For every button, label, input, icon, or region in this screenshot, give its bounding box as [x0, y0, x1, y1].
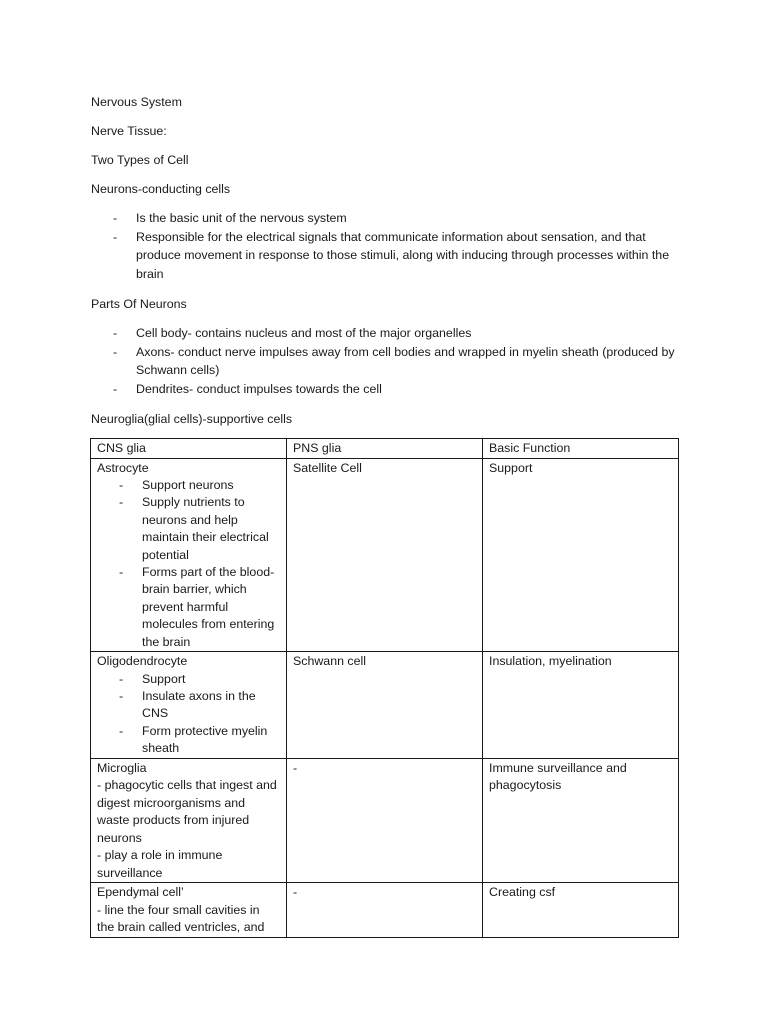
glia-table: [90, 438, 679, 938]
cns-cell: [91, 458, 287, 652]
function-cell: Insulation, myelination: [483, 652, 679, 759]
header-pns-glia: PNS glia: [287, 439, 483, 459]
parts-bullet-list: [91, 324, 691, 398]
pns-cell: -: [287, 883, 483, 938]
pns-cell: Schwann cell: [287, 652, 483, 759]
cns-title: Astrocyte: [97, 460, 149, 475]
pns-cell: Satellite Cell: [287, 458, 483, 652]
cns-cell: [91, 652, 287, 759]
neuroglia-heading: Neuroglia(glial cells)-supportive cells: [91, 412, 293, 426]
table-row: [91, 883, 679, 938]
list-item: - Is the basic unit of the nervous system: [113, 211, 347, 225]
pns-cell: -: [287, 758, 483, 883]
list-item: - Dendrites- conduct impulses towards the cell: [113, 381, 382, 396]
list-item: - Supply nutrients to neurons and help maintain their electrical potential: [119, 495, 269, 562]
function-cell: Immune surveillance and phagocytosis: [483, 758, 679, 883]
two-types-heading: Two Types of Cell: [91, 153, 189, 167]
list-item: - Axons- conduct nerve impulses away from cell bodies and wrapped in myelin sheath (produced by Schwann cells): [113, 344, 675, 377]
cns-title: Microglia: [97, 760, 147, 775]
page-title: Nervous System: [91, 95, 182, 109]
cns-title: Ependymal cell’: [97, 885, 184, 900]
cns-cell: [91, 883, 287, 938]
table-row: [91, 458, 679, 652]
list-item: - Support neurons: [119, 478, 234, 492]
function-cell: Support: [483, 458, 679, 652]
cns-item-list: [97, 671, 280, 758]
neurons-heading: Neurons-conducting cells: [91, 182, 231, 196]
function-cell: Creating csf: [483, 883, 679, 938]
table-row: [91, 758, 679, 883]
cns-title: Oligodendrocyte: [97, 654, 188, 669]
list-item: - Responsible for the electrical signals that communicate information about sensation, and that produce movement in response to those stimuli, along with inducing through processes within the brain: [113, 229, 670, 281]
cns-cell: [91, 758, 287, 883]
cns-item-list: [97, 477, 280, 651]
cns-description-line: - line the four small cavities in the brain called ventricles, and: [97, 902, 265, 935]
parts-heading: Parts Of Neurons: [91, 297, 187, 311]
table-header-row: [91, 439, 679, 459]
table-row: [91, 652, 679, 759]
list-item: - Cell body- contains nucleus and most of the major organelles: [113, 326, 472, 340]
cns-description-line: - play a role in immune surveillance: [97, 848, 223, 880]
header-cns-glia: CNS glia: [91, 439, 287, 459]
list-item: - Support: [119, 671, 186, 686]
list-item: - Form protective myelin sheath: [119, 723, 268, 756]
nerve-tissue-heading: Nerve Tissue:: [91, 124, 167, 138]
neurons-bullet-list: [91, 209, 691, 283]
list-item: - Insulate axons in the CNS: [119, 688, 256, 721]
header-basic-function: Basic Function: [483, 439, 679, 459]
cns-description-line: - phagocytic cells that ingest and digest microorganisms and waste products from injured neurons: [97, 778, 277, 845]
list-item: - Forms part of the blood-brain barrier, which prevent harmful molecules from entering the brain: [119, 565, 275, 649]
